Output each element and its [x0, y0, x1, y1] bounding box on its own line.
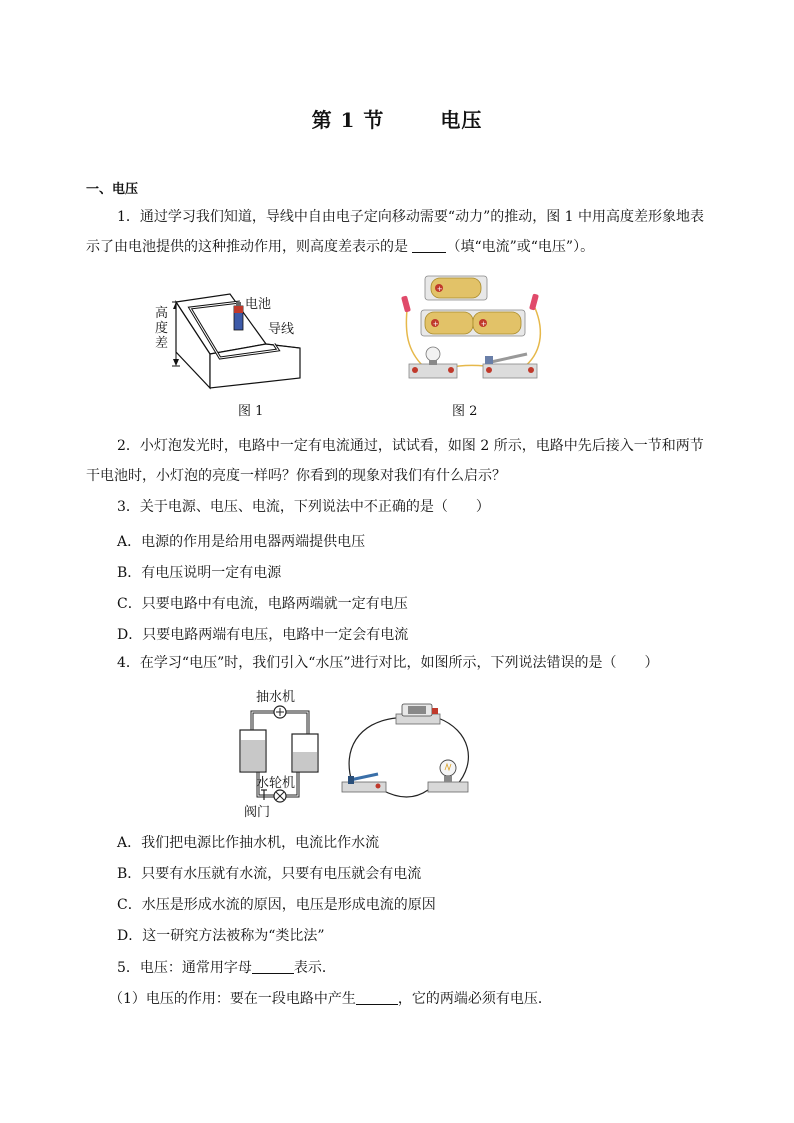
question-3-option-c[interactable]: C．只要电路中有电流，电路两端就一定有电压	[117, 596, 408, 612]
question-3-option-a[interactable]: A．电源的作用是给用电器两端提供电压	[117, 534, 366, 550]
section-heading: 一、电压	[86, 182, 139, 197]
answer-blank-5[interactable]	[252, 957, 294, 974]
electric-circuit-diagram	[338, 700, 478, 804]
title-section-number: 第 1 节	[311, 108, 385, 132]
question-3-option-d[interactable]: D．只要电路两端有电压，电路中一定会有电流	[117, 627, 409, 643]
figure-1-diagram	[150, 288, 310, 394]
label-pump: 抽水机	[256, 690, 296, 705]
question-3-option-b[interactable]: B．有电压说明一定有电源	[117, 565, 282, 581]
label-valve: 阀门	[244, 805, 271, 820]
figure-2-diagram	[395, 272, 555, 387]
question-1-text-end: （填“电流”或“电压”）。	[446, 239, 595, 255]
answer-blank-5-1[interactable]	[356, 988, 398, 1005]
title-topic: 电压	[440, 108, 483, 132]
question-4-option-c[interactable]: C．水压是形成水流的原因，电压是形成电流的原因	[117, 897, 436, 913]
question-5-sub-1	[109, 988, 552, 1008]
question-2: 2．小灯泡发光时，电路中一定有电流通过，试试看，如图 2 所示，电路中先后接入一节和两节干电池时，小灯泡的亮度一样吗？你看到的现象对我们有什么启示？	[86, 438, 704, 484]
label-turbine: 水轮机	[256, 776, 296, 791]
figure-1-label-height: 高 度 差	[155, 306, 169, 351]
answer-blank-1[interactable]	[412, 236, 446, 253]
question-4-option-a[interactable]: A．我们把电源比作抽水机，电流比作水流	[117, 835, 380, 851]
svg-text:+: +	[436, 285, 443, 293]
page-title	[0, 104, 794, 133]
question-5	[117, 957, 336, 977]
question-5-sub-1-text-end: ，它的两端必须有电压．	[397, 991, 552, 1007]
question-4-option-b[interactable]: B．只要有水压就有水流，只要有电压就会有电流	[117, 866, 422, 882]
figure-1-caption: 图 1	[238, 404, 264, 419]
svg-text:+: +	[432, 320, 439, 328]
figure-2-caption: 图 2	[452, 404, 478, 419]
question-1	[86, 202, 708, 262]
question-4-option-d[interactable]: D．这一研究方法被称为“类比法”	[117, 928, 325, 944]
figure-1-label-battery: 电池	[245, 297, 272, 312]
question-5-text: 5．电压：通常用字母	[117, 960, 252, 976]
question-4-stem: 4．在学习“电压”时，我们引入“水压”进行对比，如图所示，下列说法错误的是（ ）	[117, 655, 659, 671]
question-1-text: 1．通过学习我们知道，导线中自由电子定向移动需要“动力”的推动，图 1 中用高度差形象地表示了由电池提供的这种推动作用，则高度差表示的是	[86, 209, 705, 255]
question-5-text-end: 表示．	[293, 960, 336, 976]
figure-1-label-wire: 导线	[268, 322, 295, 337]
question-5-sub-1-text: （1）电压的作用：要在一段电路中产生	[109, 991, 356, 1007]
question-3-stem: 3．关于电源、电压、电流，下列说法中不正确的是（ ）	[117, 499, 490, 515]
svg-text:+: +	[480, 320, 487, 328]
